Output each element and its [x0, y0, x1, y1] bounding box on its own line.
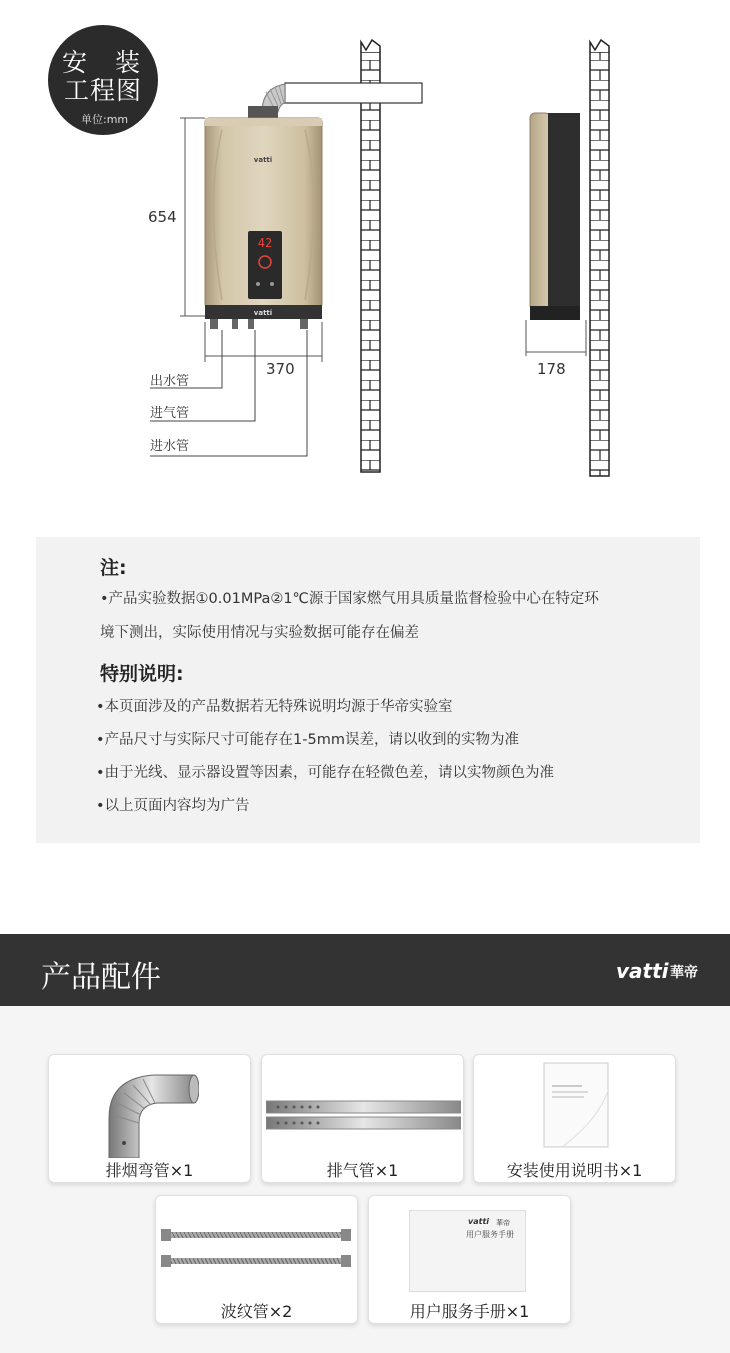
- front-brand: vatti: [253, 156, 273, 164]
- brand-logo: vatti: [616, 959, 669, 983]
- accessory-card-manual: [473, 1054, 676, 1183]
- brand-logo-cn: 華帝: [670, 965, 698, 981]
- accessory-label: 排烟弯管×1: [105, 1161, 194, 1180]
- accessory-label: 用户服务手册×1: [409, 1302, 530, 1321]
- height-label: 654: [148, 208, 177, 226]
- depth-label: 178: [537, 360, 566, 378]
- manual-title: 用户服务手册: [466, 1230, 514, 1239]
- note-line: 境下测出，实际使用情况与实验数据可能存在偏差: [100, 625, 419, 641]
- badge-title-char2: 装: [115, 48, 141, 77]
- badge-title-char1: 安: [62, 48, 89, 77]
- pipe-leaders: [150, 330, 307, 456]
- badge-title-line2: 工程图: [64, 76, 143, 105]
- accessory-label: 波纹管×2: [220, 1302, 293, 1321]
- note-line: •产品实验数据①0.01MPa②1℃源于国家燃气用具质量监督检验中心在特定环: [100, 591, 599, 607]
- accessories-title: 产品配件: [41, 960, 161, 995]
- pipe-label-inlet: 进水管: [150, 439, 190, 454]
- heater-front: [205, 118, 322, 329]
- width-label: 370: [266, 360, 295, 378]
- exhaust-pipe-image: [266, 1097, 461, 1133]
- accessory-card-service-manual: [368, 1195, 571, 1324]
- badge-unit: 单位:mm: [81, 113, 129, 126]
- accessory-card-elbow: [48, 1054, 251, 1183]
- manual-brand: vatti: [468, 1217, 490, 1226]
- accessory-label: 安装使用说明书×1: [506, 1161, 643, 1180]
- depth-dimension: [526, 320, 586, 356]
- pipe-label-outlet: 出水管: [150, 374, 190, 389]
- service-manual-image: [409, 1210, 526, 1292]
- bottom-brand: vatti: [253, 309, 273, 317]
- notes-heading: 注:: [100, 557, 127, 579]
- heater-side: [530, 113, 580, 320]
- installation-diagram: [0, 0, 730, 500]
- accessory-card-exhaust: [261, 1054, 464, 1183]
- height-dimension: [180, 118, 205, 316]
- flue-pipe: [248, 83, 422, 118]
- side-wall: [590, 40, 609, 476]
- front-wall: [361, 40, 380, 472]
- install-manual-image: [542, 1061, 612, 1151]
- manual-brand-cn: 華帝: [496, 1219, 510, 1227]
- special-line: •由于光线、显示器设置等因素，可能存在轻微色差，请以实物颜色为准: [96, 765, 555, 781]
- pipe-label-gas: 进气管: [150, 406, 190, 421]
- corrugated-hose-image: [161, 1226, 351, 1274]
- special-heading: 特别说明:: [100, 663, 184, 685]
- elbow-pipe-image: [99, 1063, 199, 1158]
- accessory-card-hose: [155, 1195, 358, 1324]
- accessory-label: 排气管×1: [326, 1161, 399, 1180]
- display-value: 42: [257, 236, 273, 250]
- special-line: •产品尺寸与实际尺寸可能存在1-5mm误差，请以收到的实物为准: [96, 732, 519, 748]
- special-line: •以上页面内容均为广告: [96, 798, 250, 814]
- special-line: •本页面涉及的产品数据若无特殊说明均源于华帝实验室: [96, 699, 453, 715]
